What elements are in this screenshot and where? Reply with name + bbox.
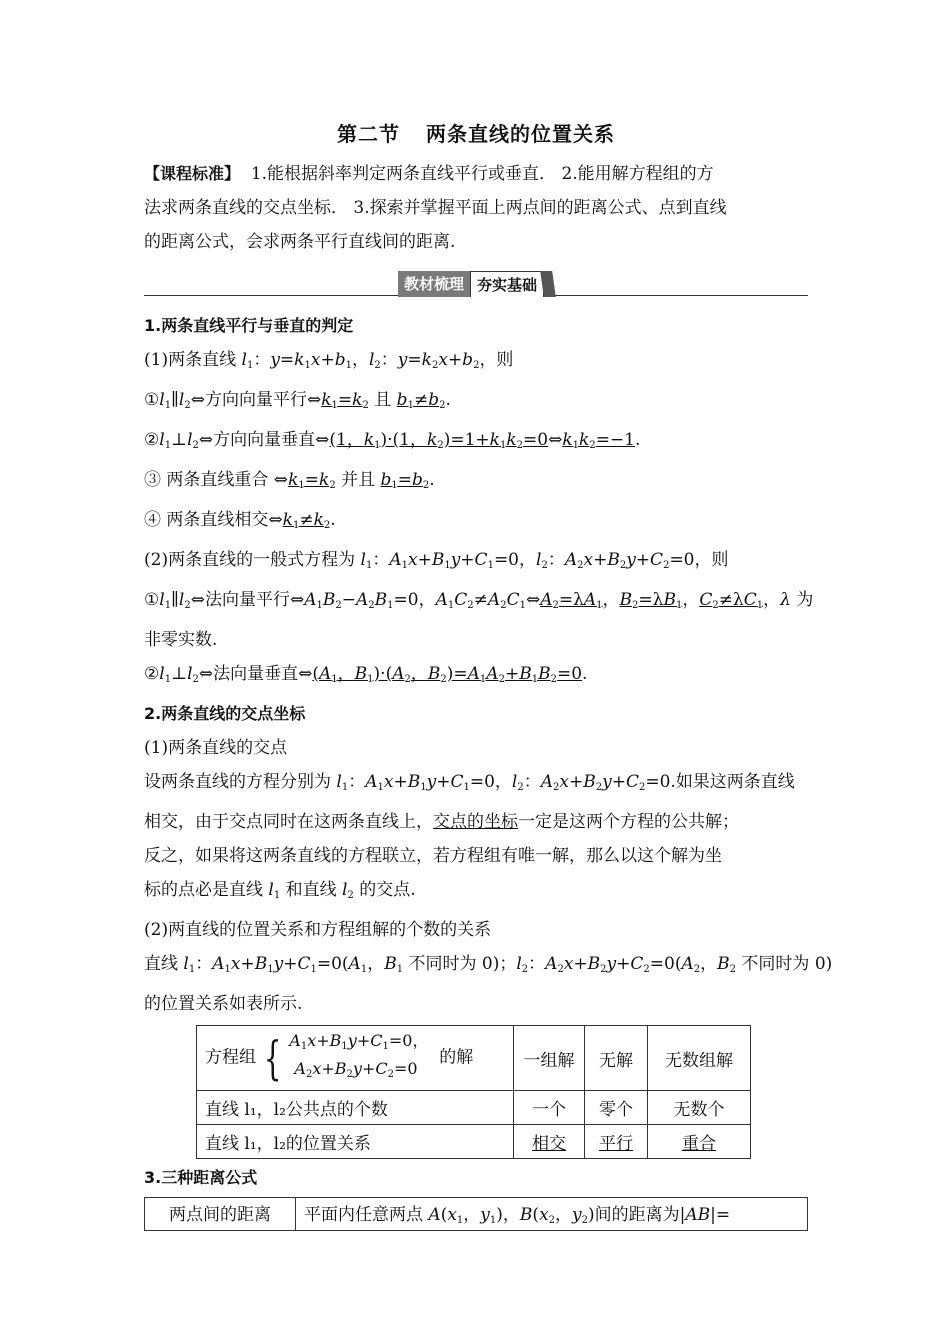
distance-formula-table <box>144 1197 808 1231</box>
s2-para-5: 直线 $l_1$：$A_1x+B_1y+C_1=0(A_1$，$B_1$ 不同时为 0)；$l_2$：$A_2x+B_2y+C_2=0(A_2$，$B_2$ 不同时为 0) <box>144 954 833 975</box>
table-row <box>197 1091 751 1125</box>
table-cell: 两点间的距离 <box>145 1198 296 1231</box>
table-header: 一组解 <box>514 1026 585 1091</box>
s1-line-4: ③ 两条直线重合 $\Leftrightarrow k_1=k_2$ 并且 $b_1=b_2$. <box>144 470 435 491</box>
s2-para-3: 反之，如果将这两条直线的方程联立，若方程组有唯一解，那么以这个解为坐 <box>144 846 722 866</box>
heading-intersection: 2.两条直线的交点坐标 <box>144 704 306 723</box>
table-header: 无数组解 <box>648 1026 751 1091</box>
s2-para-4: 标的点必是直线 $l_1$ 和直线 $l_2$ 的交点. <box>144 880 416 901</box>
s1-line-8: 非零实数. <box>144 630 218 650</box>
heading-distance-formulas: 3.三种距离公式 <box>144 1168 258 1187</box>
s2-sub-1: (1)两条直线的交点 <box>144 738 288 758</box>
brace-icon: { <box>263 1031 282 1085</box>
banner-right-label: 夯实基础 <box>470 271 544 297</box>
heading-parallel-perpendicular: 1.两条直线平行与垂直的判定 <box>144 316 354 335</box>
table-row <box>145 1198 808 1231</box>
table-cell: 一个 <box>514 1091 585 1125</box>
table-cell: 直线 l₁，l₂的位置关系 <box>197 1125 514 1159</box>
course-standard: 【课程标准】 1.能根据斜率判定两条直线平行或垂直． 2.能用解方程组的方 法求两条直线的交点坐标． 3.探索并掌握平面上两点间的距离公式、点到直线 的距离公式，会求两条平行直线间的距离. <box>144 164 727 252</box>
section-number: 第二节 <box>337 122 400 146</box>
s1-line-6: (2)两条直线的一般式方程为 $l_1$：$A_1x+B_1y+C_1=0$，$l_2$：$A_2x+B_2y+C_2=0$，则 <box>144 550 729 571</box>
banner-tab <box>398 271 554 297</box>
course-standard-label: 【课程标准】 <box>144 164 241 183</box>
s2-para-2: 相交，由于交点同时在这两条直线上，交点的坐标一定是这两个方程的公共解； <box>144 812 739 832</box>
banner-left-label: 教材梳理 <box>398 271 470 297</box>
table-cell: 相交 <box>514 1125 585 1159</box>
s2-para-1: 设两条直线的方程分别为 $l_1$：$A_1x+B_1y+C_1=0$，$l_2$：$A_2x+B_2y+C_2=0$.如果这两条直线 <box>144 772 795 793</box>
table-cell: 无数个 <box>648 1091 751 1125</box>
s2-sub-2: (2)两直线的位置关系和方程组解的个数的关系 <box>144 920 492 940</box>
table-cell: 重合 <box>648 1125 751 1159</box>
section-title <box>144 118 808 147</box>
s1-line-5: ④ 两条直线相交$\Leftrightarrow k_1\ne k_2$. <box>144 510 336 531</box>
table-cell: 平面内任意两点 $A(x_1$，$y_1$)，$B(x_2$，$y_2$)间的距离为|AB|= <box>296 1198 808 1231</box>
banner-corner-decoration <box>540 271 556 297</box>
table-cell: 直线 l₁，l₂公共点的个数 <box>197 1091 514 1125</box>
table-cell: 零个 <box>585 1091 648 1125</box>
section-banner <box>144 263 808 303</box>
s1-line-1: (1)两条直线 $l_1$：$y=k_1x+b_1$，$l_2$：$y=k_2x+b_2$，则 <box>144 350 514 371</box>
document-page <box>144 118 833 1231</box>
section-name: 两条直线的位置关系 <box>426 122 615 146</box>
table-row <box>197 1125 751 1159</box>
s1-line-7: $①l_1\parallel l_2\Leftrightarrow$法向量平行$\Leftrightarrow A_1B_2-A_2B_1=0$，$A_1C_2\ne A_2C_1\Leftrightarrow A_2=\lambda A_1$，$B_2=\lambda B_1$，$C_2\ne\lambda C_1$，λ 为 <box>144 590 814 611</box>
s1-line-9: $②l_1\perp l_2\Leftrightarrow$法向量垂直$\Leftrightarrow(A_1$，$B_1)\cdot(A_2$，$B_2)=A_1A_2+B_1B_2=0$. <box>144 664 588 685</box>
table-row <box>197 1026 751 1091</box>
s1-line-2: $①l_1\parallel l_2\Leftrightarrow$方向向量平行$\Leftrightarrow k_1=k_2$ 且 $b_1\ne b_2$. <box>144 390 451 411</box>
equation-system-cell: 方程组 { $A_1x+B_1y+C_1=0$， $A_2x+B_2y+C_2=0$ 的解 <box>197 1026 514 1091</box>
solution-relation-table <box>196 1025 751 1159</box>
s1-line-3: $②l_1\perp l_2\Leftrightarrow$方向向量垂直⇔(1，$k_1)\cdot(1$，$k_2)=1+k_1k_2=0\Leftrightarrow k_1k_2=-1$. <box>144 430 641 451</box>
s2-para-6: 的位置关系如表所示. <box>144 994 303 1014</box>
table-cell: 平行 <box>585 1125 648 1159</box>
table-header: 无解 <box>585 1026 648 1091</box>
